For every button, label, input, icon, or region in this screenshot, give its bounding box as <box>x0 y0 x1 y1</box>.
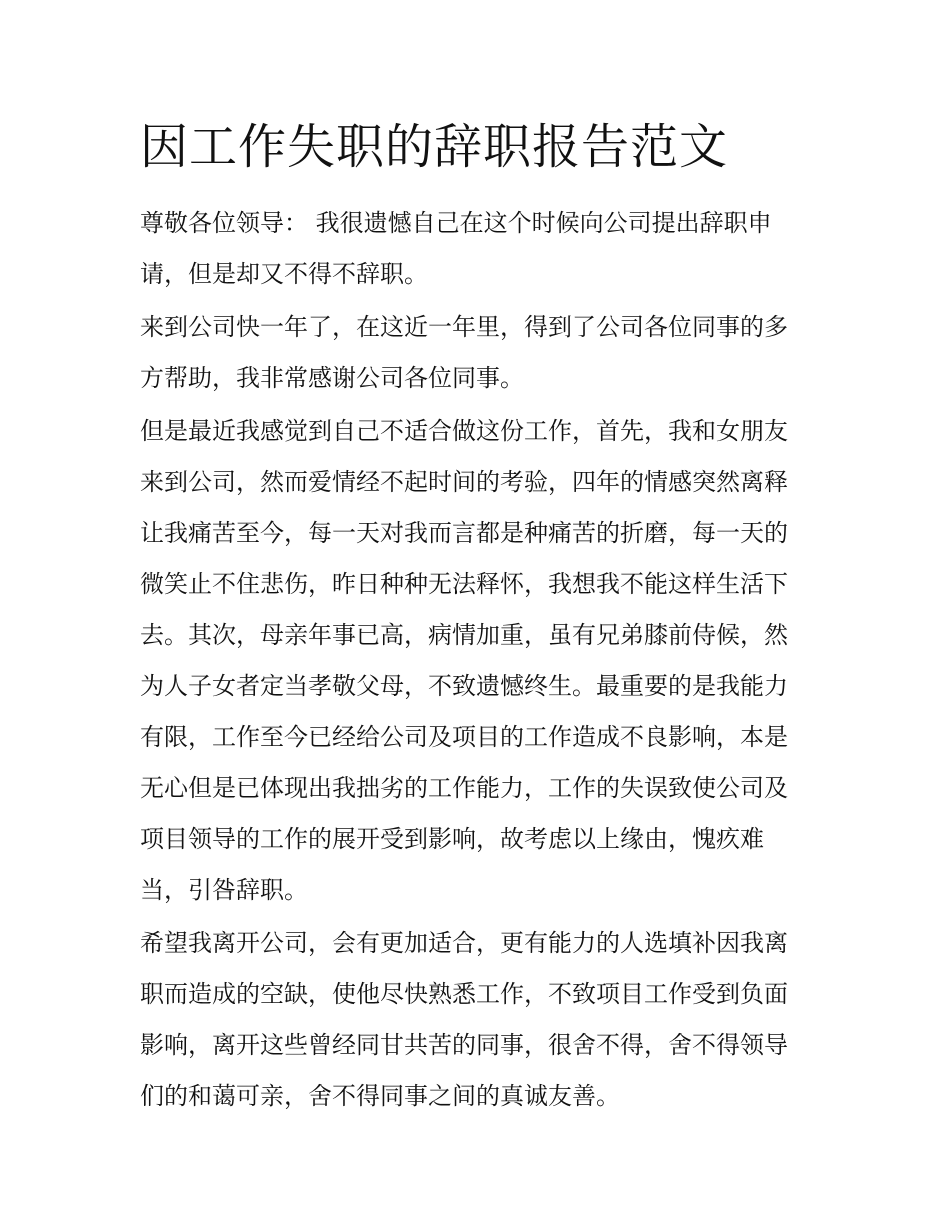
paragraph-closing <box>140 918 812 1122</box>
text-line: 当，引咎辞职。 <box>140 876 308 904</box>
text-line: 去。其次，母亲年事已高，病情加重，虽有兄弟膝前侍候，然 <box>140 621 788 649</box>
text-line: 但是最近我感觉到自己不适合做这份工作，首先，我和女朋友 <box>140 417 788 445</box>
text-line: 们的和蔼可亲，舍不得同事之间的真诚友善。 <box>140 1082 620 1110</box>
text-line: 影响，离开这些曾经同甘共苦的同事，很舍不得，舍不得领导 <box>140 1031 788 1059</box>
text-line: 无心但是已体现出我拙劣的工作能力，工作的失误致使公司及 <box>140 774 788 802</box>
paragraph-salutation <box>140 198 812 300</box>
text-line: 为人子女者定当孝敬父母，不致遗憾终生。最重要的是我能力 <box>140 672 788 700</box>
text-line: 项目领导的工作的展开受到影响，故考虑以上缘由，愧疚难 <box>140 825 764 853</box>
paragraph-reasons <box>140 406 812 916</box>
text-line: 让我痛苦至今，每一天对我而言都是种痛苦的折磨，每一天的 <box>140 519 788 547</box>
text-line: 尊敬各位领导： 我很遗憾自己在这个时候向公司提出辞职申 <box>140 209 772 237</box>
text-line: 职而造成的空缺，使他尽快熟悉工作，不致项目工作受到负面 <box>140 980 788 1008</box>
document-page <box>140 112 812 1124</box>
text-line: 有限，工作至今已经给公司及项目的工作造成不良影响，本是 <box>140 723 788 751</box>
text-line: 请，但是却又不得不辞职。 <box>140 260 428 288</box>
paragraph-thanks <box>140 302 812 404</box>
text-line: 来到公司，然而爱情经不起时间的考验，四年的情感突然离释 <box>140 468 788 496</box>
text-line: 微笑止不住悲伤，昨日种种无法释怀，我想我不能这样生活下 <box>140 570 788 598</box>
text-line: 希望我离开公司，会有更加适合，更有能力的人选填补因我离 <box>140 929 788 957</box>
text-line: 方帮助，我非常感谢公司各位同事。 <box>140 364 524 392</box>
text-line: 来到公司快一年了，在这近一年里，得到了公司各位同事的多 <box>140 313 788 341</box>
document-title: 因工作失职的辞职报告范文 <box>140 119 729 175</box>
document-body <box>140 198 812 1122</box>
